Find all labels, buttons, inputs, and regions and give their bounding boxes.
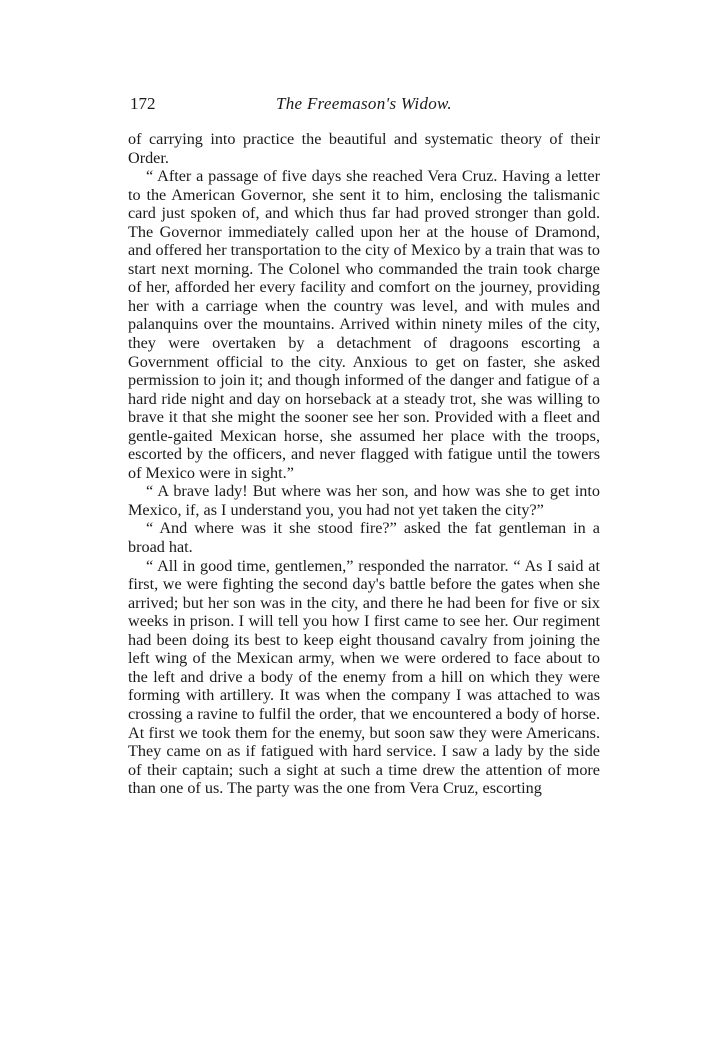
running-title: The Freemason's Widow. [276, 94, 452, 113]
paragraph-brave-lady: “ A brave lady! But where was her son, and how was she to get into Mexico, if, as I understand you, you had not yet taken the city?” [128, 482, 600, 519]
running-head [128, 94, 600, 118]
paragraph-stood-fire: “ And where was it she stood fire?” asked the fat gentleman in a broad hat. [128, 519, 600, 557]
paragraph-vera-cruz: “ After a passage of five days she reached Vera Cruz. Having a letter to the American Governor, she sent it to him, enclosing the talismanic card just spoken of, and which thus far had proved stronger than gold. The Governor immediately called upon her at the house of Dramond, and offered her transportation to the city of Mexico by a train that was to start next morning. The Colonel who commanded the train took charge of her, afforded her every facility and comfort on the journey, providing her with a carriage when the country was level, and with mules and palanquins over the mountains. Arrived within ninety miles of the city, they were overtaken by a detachment of dragoons escorting a Government official to the city. Anxious to get on faster, she asked permission to join it; and though informed of the danger and fatigue of a hard ride night and day on horseback at a steady trot, she was willing to brave it that she might the sooner see her son. Provided with a fleet and gentle-gaited Mexican horse, she assumed her place with the troops, escorted by the officers, and never flagged with fatigue until the towers of Mexico were in sight.” [128, 167, 600, 482]
paragraph-narrator: “ All in good time, gentlemen,” responded the narrator. “ As I said at first, we were fighting the second day's battle before the gates when she arrived; but her son was in the city, and there he had been for five or six weeks in prison. I will tell you how I first came to see her. Our regiment had been doing its best to keep eight thousand cavalry from joining the left wing of the Mexican army, when we were ordered to face about to the left and drive a body of the enemy from a hill on which they were forming with artillery. It was when the company I was attached to was crossing a ravine to fulfil the order, that we encountered a body of horse. At first we took them for the enemy, but soon saw they were Americans. They came on as if fatigued with hard service. I saw a lady by the side of their captain; such a sight at such a time drew the attention of more than one of us. The party was the one from Vera Cruz, escorting [128, 556, 600, 798]
paragraph-continuation: of carrying into practice the beautiful and systematic theory of their Order. [128, 130, 600, 167]
body-text [128, 130, 600, 798]
page-number: 172 [130, 94, 156, 113]
book-page [128, 94, 600, 994]
